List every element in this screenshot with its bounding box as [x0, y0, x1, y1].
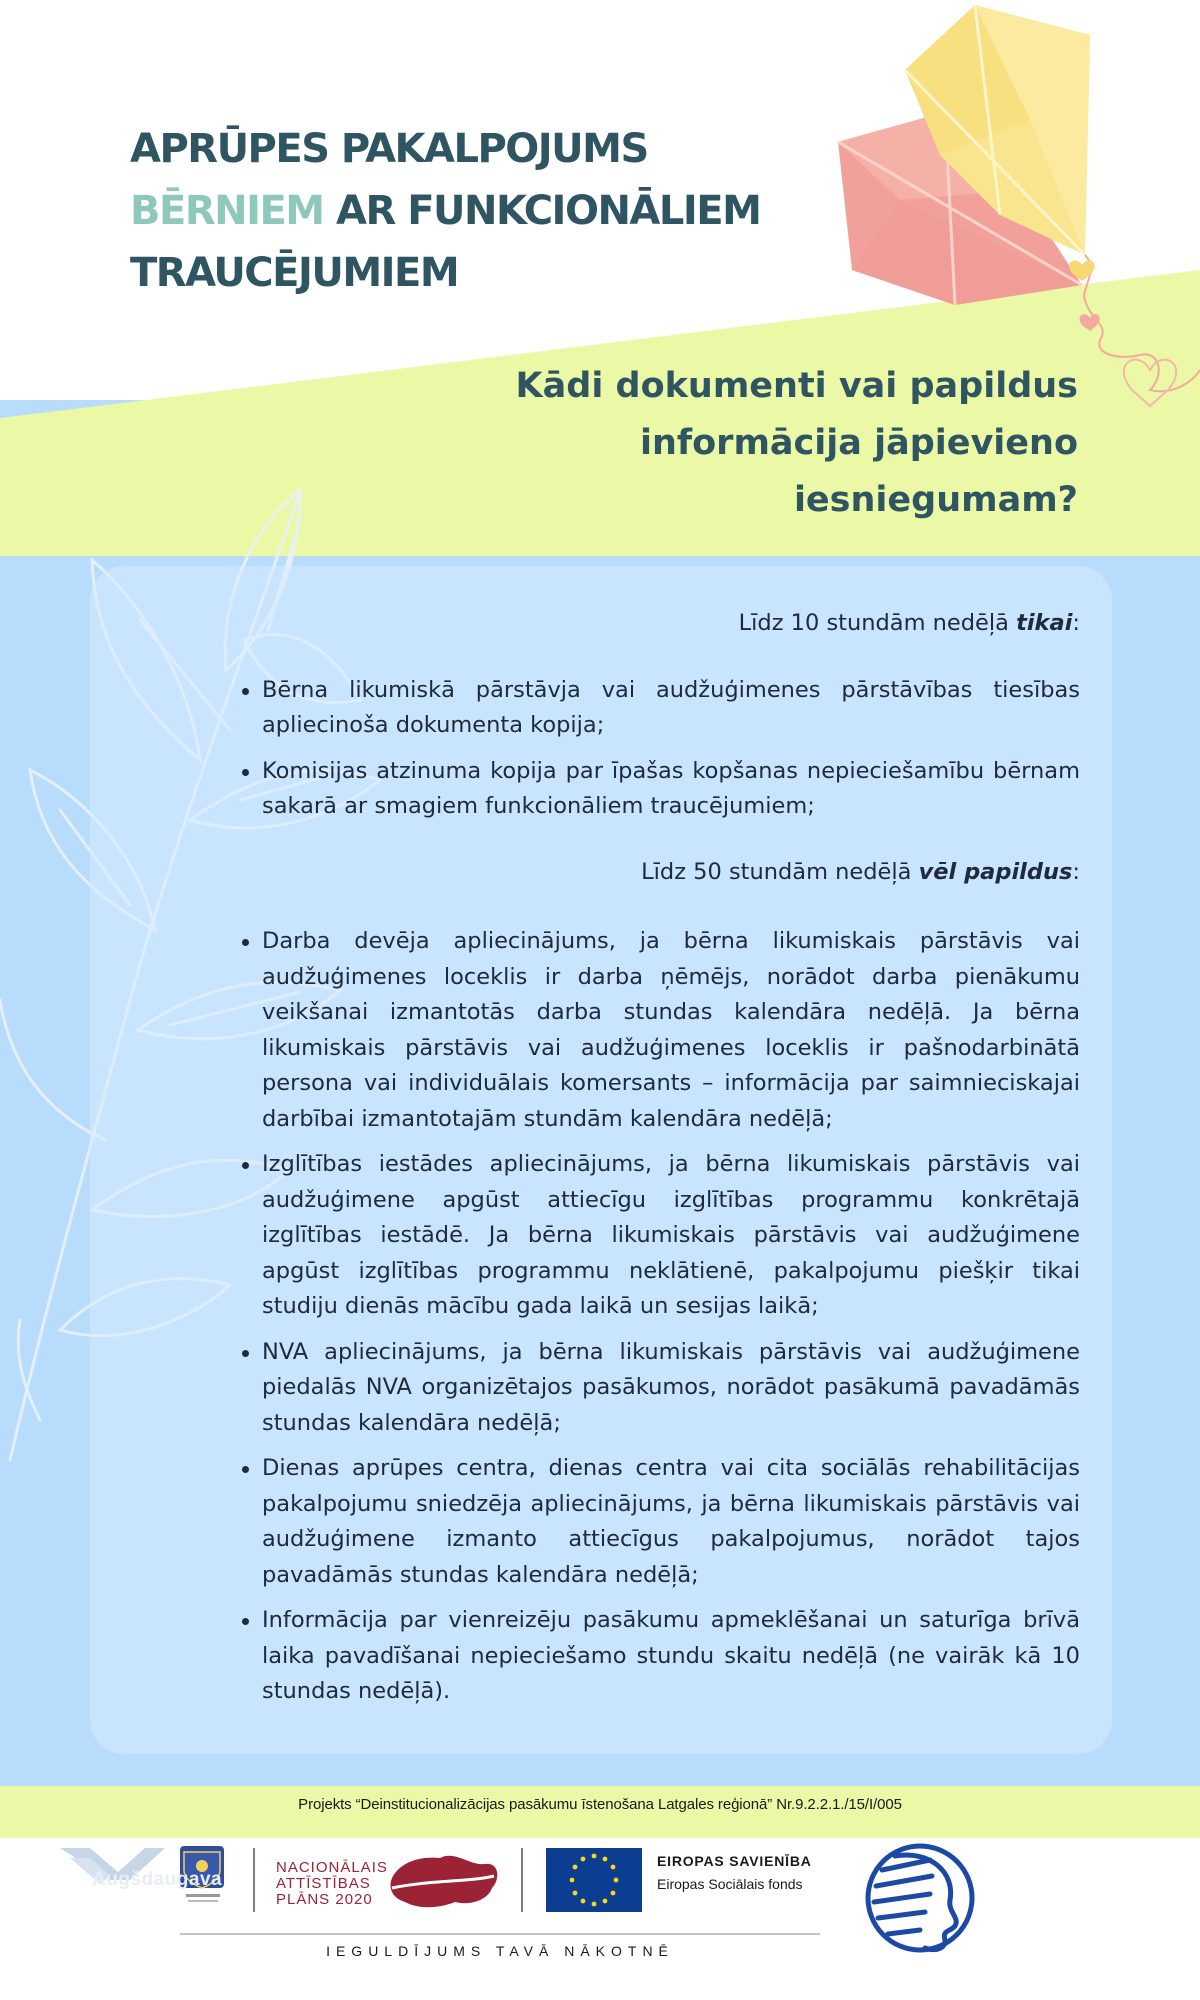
- page-title: [130, 118, 770, 304]
- title-line-1: APRŪPES PAKALPOJUMS: [130, 126, 648, 172]
- nap-logo-text: NACIONĀLAIS ATTĪSTĪBAS PLĀNS 2020: [276, 1859, 388, 1908]
- heading-suffix: :: [1072, 610, 1080, 636]
- eu-title: EIROPAS SAVIENĪBA: [657, 1853, 812, 1869]
- heading-text: Līdz 10 stundām nedēļā: [738, 610, 1017, 636]
- subtitle-line-2: informācija jāpievieno: [640, 423, 1078, 463]
- list-item: Izglītības iestādes apliecinājums, ja bērna likumiskais pārstāvis vai audžuģimene apgūst attiecīgu izglītības programmu konkrētajā izglītības iestādē. Ja bērna likumiskais pārstāvis vai audžuģimene apgūst izglītības programmu neklātienē, pakalpojumu piešķir tikai studiju dienās mācību gada laikā un sesijas laikā;: [262, 1147, 1080, 1325]
- subtitle-line-1: Kādi dokumenti vai papildus: [515, 366, 1078, 406]
- section-heading-50-hours: [262, 855, 1080, 891]
- title-line-3: TRAUCĒJUMIEM: [130, 250, 459, 296]
- eu-flag-icon: [546, 1848, 642, 1912]
- heading-text: Līdz 50 stundām nedēļā: [641, 858, 919, 885]
- title-accent-word: BĒRNIEM: [130, 188, 324, 234]
- heading-emphasis: tikai: [1016, 610, 1073, 636]
- heading-emphasis: vēl papildus: [918, 858, 1073, 885]
- eu-subtitle: Eiropas Sociālais fonds: [657, 1876, 803, 1892]
- list-item: Darba devēja apliecinājums, ja bērna likumiskais pārstāvis vai audžuģimenes loceklis ir darba ņēmējs, norādot darba pienākumu veikšanai izmantotās darba stundas kalendāra nedēļā. Ja bērna likumiskais pārstāvis vai audžuģimenes loceklis ir pašnodarbinātā persona vai individuālais komersants – informācija par saimnieciskajai darbībai izmantotajām stundām kalendāra nedēļā;: [262, 924, 1080, 1137]
- list-item: Bērna likumiskā pārstāvja vai audžuģimenes pārstāvības tiesības apliecinoša dokumenta kopija;: [262, 673, 1080, 744]
- investment-slogan: IEGULDĪJUMS TAVĀ NĀKOTNĒ: [326, 1943, 674, 1959]
- esf-face-logo-icon: [868, 1846, 972, 1950]
- augsdaugava-logo-text: Augšdaugava: [92, 1869, 223, 1890]
- list-item: Komisijas atzinuma kopija par īpašas kopšanas nepieciešamību bērnam sakarā ar smagiem funkcionāliem traucējumiem;: [262, 754, 1080, 825]
- page-subtitle: [438, 358, 1078, 529]
- list-item: NVA apliecinājums, ja bērna likumiskais pārstāvis vai audžuģimene piedalās NVA organizētajos pasākumos, norādot pasākumā pavadāmās stundas kalendāra nedēļā;: [262, 1335, 1080, 1442]
- list-item: Informācija par vienreizēju pasākumu apmeklēšanai un saturīga brīvā laika pavadīšanai nepieciešamo stundu skaitu nedēļā (ne vairāk kā 10 stundas nedēļā).: [262, 1603, 1080, 1710]
- project-reference: Projekts “Deinstitucionalizācijas pasākumu īstenošana Latgales reģionā” Nr.9.2.2.1./15/I/005: [298, 1796, 902, 1813]
- heading-suffix: :: [1072, 858, 1080, 885]
- section-heading-10-hours: [262, 606, 1080, 642]
- list-item: Dienas aprūpes centra, dienas centra vai cita sociālās rehabilitācijas pakalpojumu sniedzēja apliecinājums, ja bērna likumiskais pārstāvis vai audžuģimene izmanto attiecīgus pakalpojumus, norādot tajos pavadāmās stundas kalendāra nedēļā;: [262, 1451, 1080, 1593]
- subtitle-line-3: iesniegumam?: [793, 480, 1078, 520]
- requirements-list-10-hours: [262, 673, 1080, 825]
- partner-logos: [0, 1840, 1200, 2000]
- requirements-list-50-hours: [262, 924, 1080, 1710]
- title-line-2: AR FUNKCIONĀLIEM: [323, 188, 761, 234]
- document-content: [262, 606, 1080, 1720]
